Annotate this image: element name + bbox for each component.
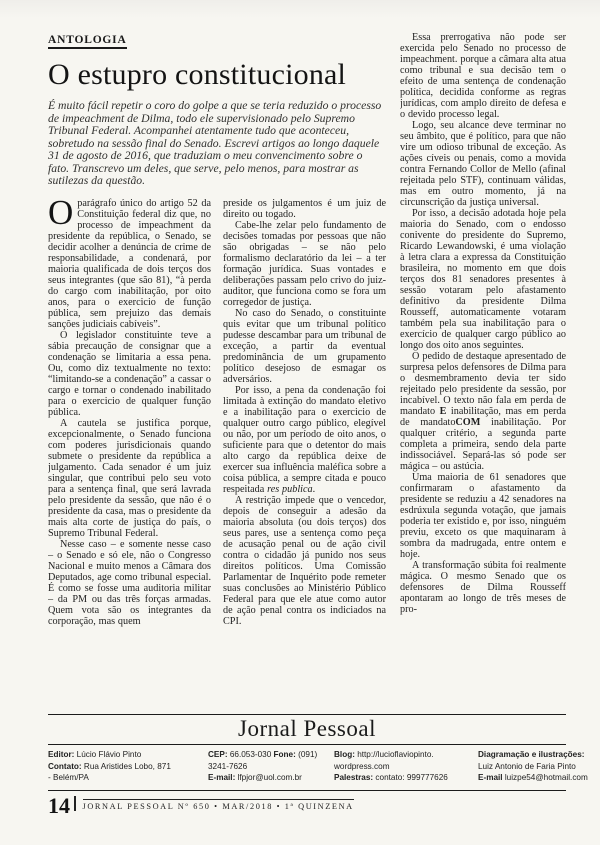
imprint-line: CEP: 66.053-030 Fone: (091): [208, 750, 318, 759]
imprint-line: - Belém/PA: [48, 773, 89, 782]
article-lede: É muito fácil repetir o coro do golpe a que se teria reduzido o processo de impeachment de Dilma, todo ele supervisionado pelo Supremo Tribunal Federal. Acompanhei atentamente tudo que aconteceu, sobretudo na sessão final do Senado. Escrevi artigos ao longo daquele 31 de agosto de 2016, que traduziam o meu convencimento sobre o fato. Transcrevo um deles, que serve, pelo menos, para mostrar as sutilezas da questão.: [48, 99, 382, 187]
text-column-2: [223, 198, 386, 698]
imprint-line: Blog: http://lucioflaviopinto.: [334, 750, 434, 759]
footer-top-rule: [48, 714, 566, 715]
paragraph: O legislador constituinte teve a sábia precaução de consignar que a condenação se limitaria a essa pena. Ou, como diz textualmente no texto: “limitando-se a condenação” a cassar o cargo e tornar o condenado inabilitado para o exercicio de qualquer função pública.: [48, 329, 211, 418]
imprint-line: E-mail luizpe54@hotmail.com: [478, 773, 588, 782]
paragraph: Nesse caso – e somente nesse caso – o Senado e só ele, não o Congresso Nacional e muito menos a Câmara dos Deputados, age como tribunal especial. É como se fosse uma auditoria militar – da PM ou das três forças armadas. Quem vota são os integrantes da corporação, mas quem: [48, 538, 211, 627]
page-number: 14: [48, 792, 70, 818]
paragraph: Essa prerrogativa não pode ser exercida pelo Senado no processo de impeachment. porque a câmara alta atua como tribunal e sua decisão tem o efeito de uma sentença de condenação política, decidida conforme as regras jurídicas, com amplo direito de defesa e o devido processo legal.: [400, 32, 566, 120]
paragraph: Cabe-lhe zelar pelo fundamento de decisões tomadas por pessoas que não são obrigadas – se não pelo formalismo declaratório da lei – a ter formação jurídica. Suas vontades e deliberações passam pelo crivo do juiz-auditor, que funciona como se fora um corregedor de justiça.: [223, 219, 386, 308]
paragraph: Por isso, a decisão adotada hoje pela maioria do Senado, com o endosso conivente do presidente do Supremo, Ricardo Lewandowski, é uma violação à letra clara a expressa da Constituição brasileira, no momento em que dois terços dos 81 senadores presentes à sessão votaram pelo afastamento definitivo da presidente Dilma Rousseff, automaticamente votaram também pela sua inabilitação para o exercício de qualquer cargo público ao longo dos oito anos seguintes.: [400, 208, 566, 351]
imprint-column-editor: [48, 749, 198, 784]
drop-cap: O: [48, 197, 74, 232]
imprint-line: Palestras: contato: 999777626: [334, 773, 448, 782]
paragraph: O pedido de destaque apresentado de surpresa pelos defensores de Dilma para o desmembramento devia ter sido rejeitado pelo presidente da sessão, por incabível. O texto não fala em perda de mandato E inabilitação, mas em perda de mandatoCOM inabilitação. Por qualquer critério, a segunda parte completa a primeira, sendo dela parte indissociável. Separá-las só pode ser mágica – ou astúcia.: [400, 351, 566, 472]
imprint-column-address: [208, 749, 324, 784]
paragraph: Logo, seu alcance deve terminar no seu âmbito, que é político, para que não vire um odioso tribunal de exceção. As ações cíveis ou penais, como a movida contra Fernando Collor de Mello (afinal rejeitada pelo STF), continuam válidas, mas em outro momento, já na circunscrição da justiça universal.: [400, 120, 566, 208]
paragraph: preside os julgamentos é um juiz de direito ou togado.: [223, 197, 386, 220]
article-title: O estupro constitucional: [48, 58, 347, 91]
imprint-line: Luiz Antonio de Faria Pinto: [478, 761, 576, 771]
imprint-line: 3241-7626: [208, 761, 248, 771]
paragraph: A cautela se justifica porque, excepcionalmente, o Senado funciona com poderes jurisdicionais quando submete o presidente da república a julgamento. Cada senador é um juiz singular, que contribui pelo seu voto para a sentença final, que será lavrada pelo presidente da sessão, que não é o presidente da casa, mas o presidente da mais alta corte de justiça do país, o Supremo Tribunal Federal.: [48, 417, 211, 539]
page-number-tick: [74, 796, 76, 811]
imprint-line: Contato: Rua Aristides Lobo, 871: [48, 761, 171, 771]
imprint-column-blog: [334, 749, 468, 784]
imprint-line: Editor: Lúcio Flávio Pinto: [48, 750, 142, 759]
issue-caption: JORNAL PESSOAL Nº 650 • MAR/2018 • 1ª QUINZENA: [83, 799, 354, 811]
paragraph: Uma maioria de 61 senadores que confirmaram o afastamento da presidente se reduziu a 42 senadores na esdrúxula segunda votação, que jamais poderia ter existido e, por isso, ninguém previu, exceto os que maquinaram à sombra da madrugada, entre ontem e hoje.: [400, 472, 566, 560]
page-number-line: [48, 792, 566, 818]
imprint-line: E-mail: lfpjor@uol.com.br: [208, 773, 302, 782]
imprint-column-design: [478, 749, 596, 784]
paragraph: Oparágrafo único do artigo 52 da Constituição federal diz que, no processo de impeachment da presidente da república, o Senado, se decidir acolher a denúncia de crime de responsabilidade, a condenará, por maioria qualificada de dois terços dos seus integrantes (que são 81), “à perda do cargo com inabilitação, por oito anos, para o exercicio de função pública, sem prejuizo das demais sanções judiciais cabíveis”.: [48, 197, 211, 330]
paragraph: Por isso, a pena da condenação foi limitada à extinção do mandato eletivo e a inabilitação para o exercicio de qualquer outro cargo público, elegível ou não, por um período de oito anos, o suficiente para que o detentor do mais alto cargo da república deixe de exercer sua influência maléfica sobre a coisa pública, a sempre citada e pouco respeitada res publica.: [223, 384, 386, 495]
text-column-1: [48, 198, 211, 698]
paragraph: A restrição impede que o vencedor, depois de conseguir a adesão da maioria absoluta (ou dois terços) dos seus pares, use a sentença como peça de acusação penal ou de ação civil contra o cidadão já punido nos seus direitos políticos. Uma Comissão Parlamentar de Inquérito pode remeter suas conclusões ao Ministério Público Federal para que ele atue como autor de ação penal contra os indiciados na CPI.: [223, 494, 386, 627]
imprint-grid: [48, 745, 588, 790]
imprint-bottom-rule: [48, 790, 566, 791]
masthead: Jornal Pessoal: [238, 716, 376, 741]
paragraph: A transformação súbita foi realmente mágica. O mesmo Senado que os defensores de Dilma Rousseff apontaram ao longo de três meses de pro-: [400, 560, 566, 615]
page-footer: [48, 714, 588, 818]
paragraph: No caso do Senado, o constituinte quis evitar que um tribunal político pudesse descambar para um tribunal de exceção, a partir da eventual predominância de um grupamento político desejoso de esmagar os adversários.: [223, 307, 386, 385]
two-column-area: [48, 198, 386, 698]
section-kicker: ANTOLOGIA: [48, 34, 127, 49]
article-left-block: [48, 30, 386, 698]
imprint-line: Diagramação e ilustrações:: [478, 750, 585, 759]
article-body: [48, 30, 566, 708]
imprint-line: wordpress.com: [334, 761, 390, 771]
text-column-3: [400, 30, 566, 708]
